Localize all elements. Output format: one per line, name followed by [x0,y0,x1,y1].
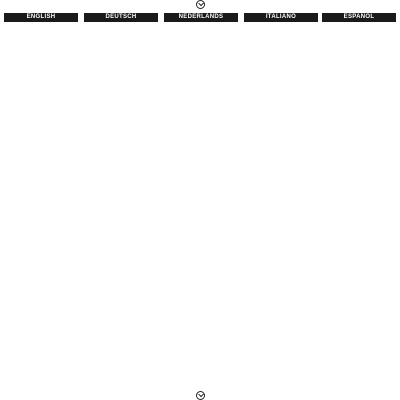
column-espanol [322,13,396,391]
column-header: ENGLISH [4,13,78,22]
column-header: ESPAÑOL [322,13,396,22]
column-header: NEDERLANDS [164,13,238,22]
column-header: DEUTSCH [84,13,158,22]
column-deutsch [84,13,158,391]
column-nederlands [164,13,238,391]
column-header: ITALIANO [244,13,318,22]
column-italiano [244,13,318,391]
column-english [4,13,78,391]
registration-mark-bottom [196,391,205,400]
registration-mark-top [196,0,205,9]
